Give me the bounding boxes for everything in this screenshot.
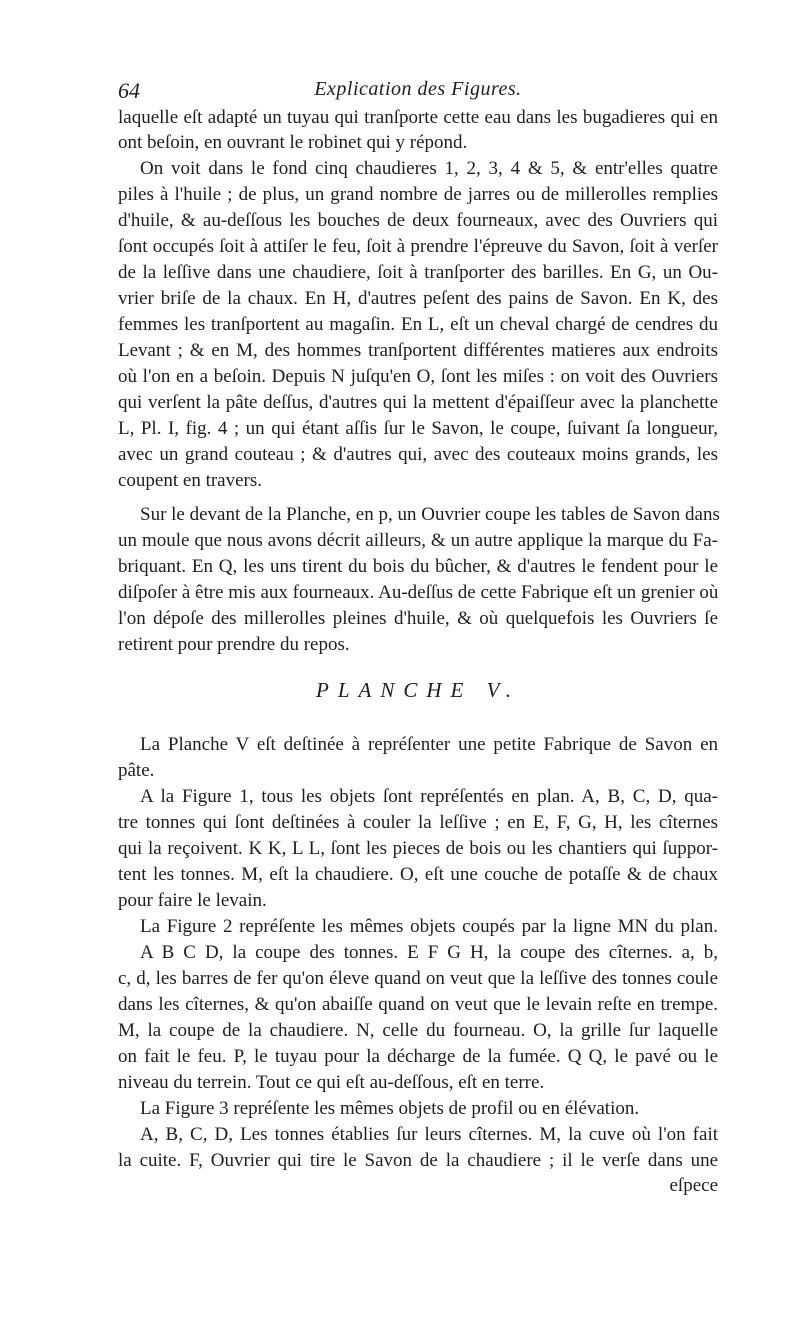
page-header	[118, 78, 718, 106]
text-line: La Planche V eſt deſtinée à repréſenter une petite Fabrique de Savon en	[140, 734, 718, 755]
text-line: la cuite. F, Ouvrier qui tire le Savon de la chaudiere ; il le verſe dans une	[118, 1150, 718, 1171]
text-line: diſpoſer à être mis aux fourneaux. Au-deſſus de cette Fabrique eſt un grenier où	[118, 582, 719, 603]
running-title: Explication des Figures.	[314, 78, 522, 100]
text-line: c, d, les barres de fer qu'on éleve quand on veut que la leſſive des tonnes coule	[118, 968, 718, 989]
text-line: tent les tonnes. M, eſt la chaudiere. O, eſt une couche de potaſſe & de chaux	[118, 864, 718, 885]
text-line: L, Pl. I, fig. 4 ; un qui étant aſſis ſur le Savon, le coupe, ſuivant ſa longueur,	[118, 418, 718, 439]
text-line: femmes les tranſportent au magaſin. En L, eſt un cheval chargé de cendres du	[118, 314, 718, 335]
text-line: un moule que nous avons décrit ailleurs, & un autre applique la marque du Fa-	[118, 530, 718, 551]
text-line: avec un grand couteau ; & d'autres qui, avec des couteaux moins grands, les	[118, 444, 718, 465]
text-line: Levant ; & en M, des hommes tranſportent différentes matieres aux endroits	[118, 340, 718, 361]
text-line: Sur le devant de la Planche, en p, un Ouvrier coupe les tables de Savon dans	[140, 504, 720, 525]
text-line: briquant. En Q, les uns tirent du bois du bûcher, & d'autres le fendent pour le	[118, 556, 718, 577]
text-line: laquelle eſt adapté un tuyau qui tranſporte cette eau dans les bugadieres qui en	[118, 107, 718, 128]
text-line: A la Figure 1, tous les objets ſont repréſentés en plan. A, B, C, D, qua-	[140, 786, 718, 807]
text-line: La Figure 2 repréſente les mêmes objets coupés par la ligne MN du plan.	[140, 916, 718, 937]
text-line: piles à l'huile ; de plus, un grand nombre de jarres ou de millerolles remplies	[118, 184, 718, 205]
page-number: 64	[118, 78, 140, 103]
text-line: On voit dans le fond cinq chaudieres 1, 2, 3, 4 & 5, & entr'elles quatre	[140, 158, 718, 179]
text-line: A, B, C, D, Les tonnes établies ſur leurs cîternes. M, la cuve où l'on fait	[140, 1124, 718, 1145]
text-line: La Figure 3 repréſente les mêmes objets de profil ou en élévation.	[140, 1098, 640, 1119]
text-line: pâte.	[118, 760, 155, 781]
text-line: qui la reçoivent. K K, L L, ſont les pieces de bois ou les chantiers qui ſuppor-	[118, 838, 718, 859]
text-line: d'huile, & au-deſſous les bouches de deux fourneaux, avec des Ouvriers qui	[118, 210, 718, 231]
text-line: vrier briſe de la chaux. En H, d'autres peſent des pains de Savon. En K, des	[118, 288, 718, 309]
text-line: pour faire le levain.	[118, 890, 267, 911]
catchword: eſpece	[669, 1175, 718, 1196]
text-line: dans les cîternes, & qu'on abaiſſe quand on veut que le levain reſte en trempe.	[118, 994, 718, 1015]
text-line: de la leſſive dans une chaudiere, ſoit à tranſporter des barilles. En G, un Ou-	[118, 262, 718, 283]
text-line: ſont occupés ſoit à attiſer le feu, ſoit à prendre l'épreuve du Savon, ſoit à verſer	[118, 236, 718, 257]
text-line: tre tonnes qui ſont deſtinées à couler la leſſive ; en E, F, G, H, les cîternes	[118, 812, 718, 833]
text-line: niveau du terrein. Tout ce qui eſt au-deſſous, eſt en terre.	[118, 1072, 545, 1093]
text-line: M, la coupe de la chaudiere. N, celle du fourneau. O, la grille ſur laquelle	[118, 1020, 718, 1041]
text-line: qui verſent la pâte deſſus, d'autres qui la mettent d'épaiſſeur avec la planchette	[118, 392, 718, 413]
text-line: retirent pour prendre du repos.	[118, 634, 350, 655]
text-line: où l'on en a beſoin. Depuis N juſqu'en O, ſont les miſes : on voit des Ouvriers	[118, 366, 718, 387]
text-line: A B C D, la coupe des tonnes. E F G H, la coupe des cîternes. a, b,	[140, 942, 718, 963]
text-line: on fait le feu. P, le tuyau pour la décharge de la fumée. Q Q, le pavé ou le	[118, 1046, 718, 1067]
text-line: coupent en travers.	[118, 470, 263, 491]
plate-heading: PLANCHE V.	[316, 678, 520, 702]
text-line: ont beſoin, en ouvrant le robinet qui y répond.	[118, 132, 468, 153]
text-line: l'on dépoſe des millerolles pleines d'huile, & où quelquefois les Ouvriers ſe	[118, 608, 718, 629]
